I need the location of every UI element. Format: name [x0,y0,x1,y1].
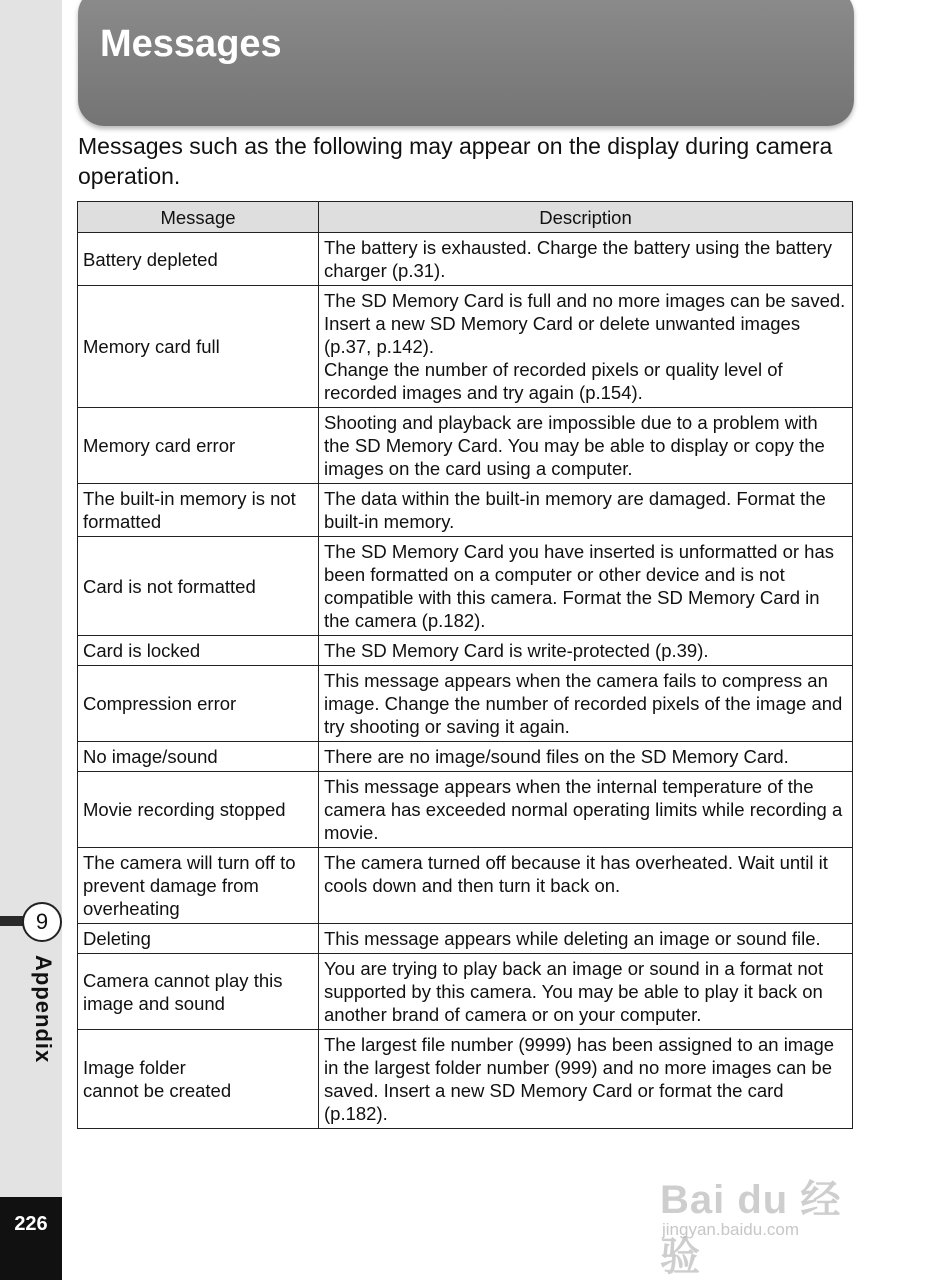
message-cell [78,233,319,286]
message-cell [78,537,319,636]
message-cell [78,772,319,848]
chapter-number: 9 [22,902,62,942]
message-cell [78,954,319,1030]
description-cell [319,954,853,1030]
page-number: 226 [14,1213,48,1235]
message-text: No image/sound [83,746,218,767]
message-text: The camera will turn off to prevent damage from overheating [83,852,296,919]
messages-table [77,201,853,1129]
description-cell [319,1030,853,1129]
description-text: The SD Memory Card you have inserted is unformatted or has been formatted on a computer or other device and is not compatible with this camera. Format the SD Memory Card in the camera (p.182). [324,541,835,631]
table-row [78,848,853,924]
message-cell [78,636,319,666]
table-row [78,742,853,772]
description-text: The battery is exhausted. Charge the battery using the battery charger (p.31). [324,237,833,281]
page-number-box [0,1197,62,1280]
table-row [78,924,853,954]
description-cell [319,537,853,636]
message-cell [78,484,319,537]
watermark [660,1140,880,1279]
chapter-tab-bar [0,916,24,926]
table-row [78,408,853,484]
table-header-row [78,202,853,233]
description-text: The camera turned off because it has overheated. Wait until it cools down and then turn it back on. [324,852,828,896]
message-text: Card is not formatted [83,575,256,597]
description-text: Change the number of recorded pixels or quality level of recorded images and try again (p.154). [324,359,783,403]
side-strip [0,0,62,1280]
description-cell [319,484,853,537]
description-text: You are trying to play back an image or sound in a format not supported by this camera. You may be able to play it back on another brand of camera or on your computer. [324,958,824,1025]
message-cell [78,286,319,408]
table-row [78,1030,853,1129]
message-text: Memory card full [83,336,220,357]
description-cell [319,848,853,924]
description-cell [319,636,853,666]
description-text: The SD Memory Card is full and no more images can be saved. [324,290,846,311]
message-cell [78,924,319,954]
table-row [78,286,853,408]
watermark-logo: Bai du 经验 [660,1178,842,1279]
message-text: The built-in memory is not formatted [83,488,296,532]
description-cell [319,408,853,484]
message-cell [78,408,319,484]
description-text: This message appears while deleting an image or sound file. [324,928,821,949]
message-cell [78,666,319,742]
description-text: This message appears when the camera fails to compress an image. Change the number of recorded pixels of the image and try shooting or saving it again. [324,670,843,737]
table-row [78,484,853,537]
table-row [78,772,853,848]
message-text: Compression error [83,693,237,714]
header-description: Description [319,202,853,233]
description-text: This message appears when the internal temperature of the camera has exceeded normal operating limits while recording a movie. [324,776,843,843]
message-cell [78,848,319,924]
page-title: Messages [100,23,282,65]
table-row [78,537,853,636]
watermark-url: jingyan.baidu.com [662,1220,800,1239]
message-cell [78,1030,319,1129]
message-text: Memory card error [83,435,236,456]
description-cell [319,233,853,286]
description-text: There are no image/sound files on the SD Memory Card. [324,746,789,767]
description-cell [319,286,853,408]
description-text: The largest file number (9999) has been assigned to an image in the largest folder number (999) and no more images can be saved. Insert a new SD Memory Card or format the card (p.182). [324,1034,835,1124]
table-row [78,954,853,1030]
description-text: Shooting and playback are impossible due to a problem with the SD Memory Card. You may be able to display or copy the images on the card using a computer. [324,412,825,479]
message-text: Movie recording stopped [83,799,286,820]
table-body [78,233,853,1129]
message-text: Card is locked [83,640,201,661]
description-text: The data within the built-in memory are damaged. Format the built-in memory. [324,488,826,532]
description-cell [319,666,853,742]
message-text: Image folder [83,1057,186,1078]
description-cell [319,772,853,848]
description-text: Insert a new SD Memory Card or delete unwanted images (p.37, p.142). [324,313,801,357]
table-row [78,233,853,286]
table-row [78,666,853,742]
message-text: Camera cannot play this image and sound [83,969,283,1014]
description-cell [319,742,853,772]
intro-text: Messages such as the following may appear on the display during camera operation. [78,133,833,189]
description-cell [319,924,853,954]
chapter-label: Appendix [31,955,56,1064]
table-row [78,636,853,666]
description-text: The SD Memory Card is write-protected (p.39). [324,640,709,661]
message-cell [78,742,319,772]
message-text: cannot be created [83,1080,232,1101]
message-text: Deleting [83,928,151,949]
message-text: Battery depleted [83,248,218,270]
header-message: Message [78,202,319,233]
